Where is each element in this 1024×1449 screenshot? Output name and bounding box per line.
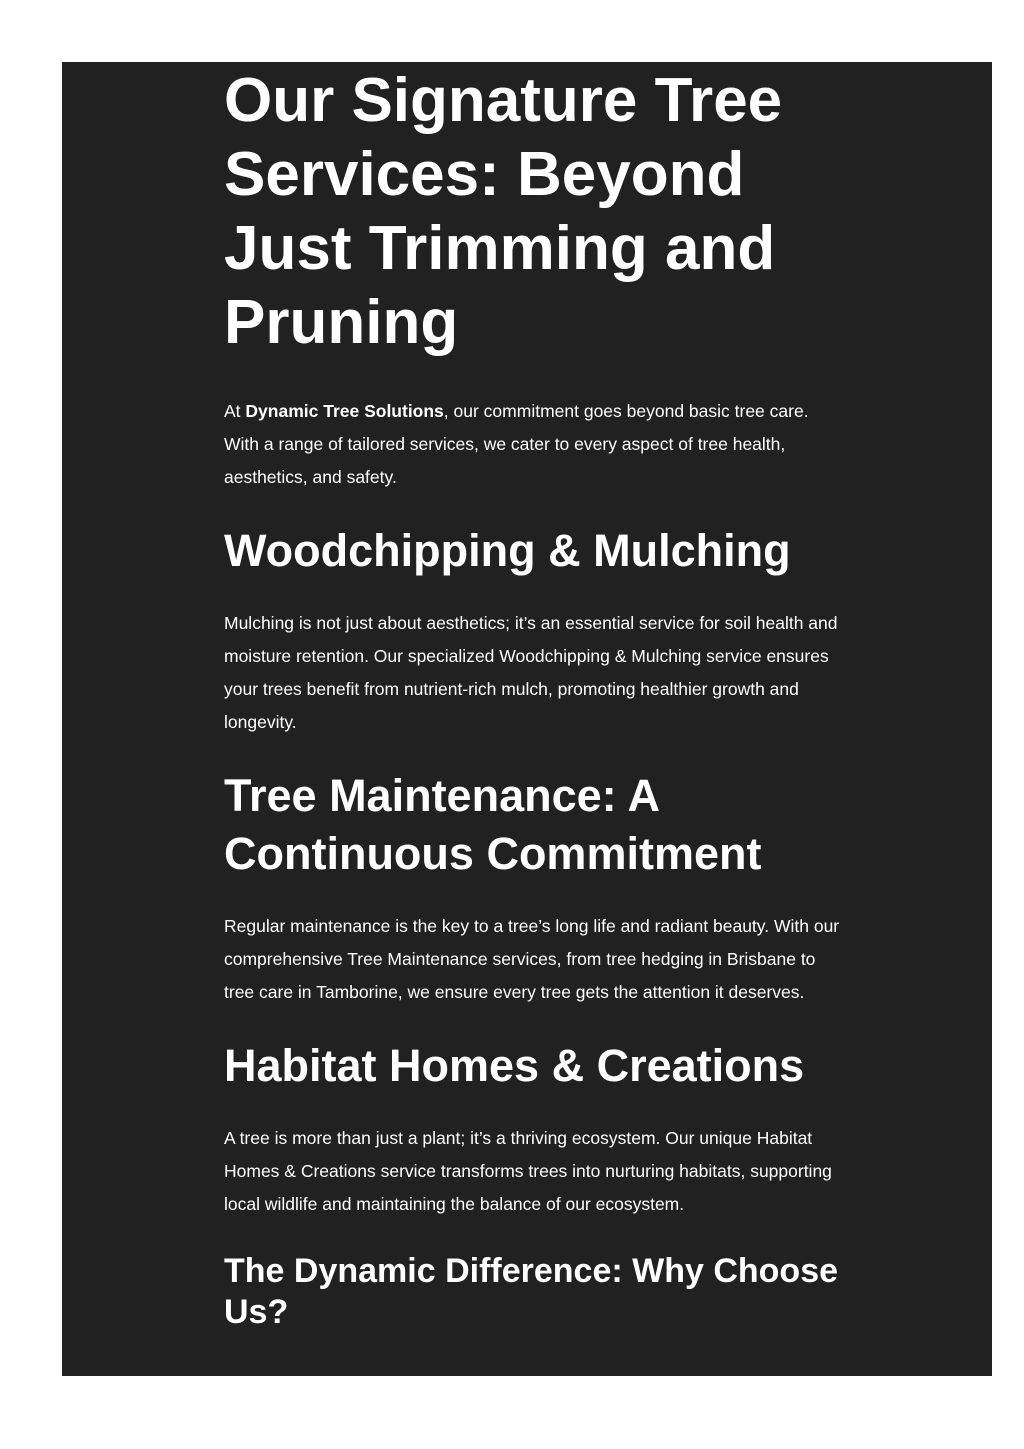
section-body-habitat: A tree is more than just a plant; it’s a thriving ecosystem. Our unique Habitat Homes & Creations service transforms trees into nurturing habitats, supporting local wildlife and maintaining the balance of our ecosystem. (224, 1128, 832, 1214)
intro-prefix: At (224, 401, 246, 421)
section-heading-maintenance: Tree Maintenance: A Continuous Commitment (224, 770, 762, 879)
brand-name: Dynamic Tree Solutions (245, 401, 444, 421)
intro-suffix: , our commitment goes beyond basic tree care. With a range of tailored services, we cater to every aspect of tree health, aesthetics, and safety. (224, 401, 809, 487)
intro-paragraph (224, 395, 844, 494)
page-title: Our Signature Tree Services: Beyond Just Trimming and Pruning (224, 66, 783, 357)
article (224, 62, 844, 1333)
section-heading-woodchipping: Woodchipping & Mulching (224, 525, 791, 576)
content-panel (62, 62, 992, 1376)
section-body-woodchipping: Mulching is not just about aesthetics; it’s an essential service for soil health and moisture retention. Our specialized Woodchipping & Mulching service ensures your trees benefit from nutrient-rich mulch, promoting healthier growth and longevity. (224, 613, 838, 732)
section-heading-habitat: Habitat Homes & Creations (224, 1040, 805, 1091)
section-heading-difference: The Dynamic Difference: Why Choose Us? (224, 1252, 839, 1331)
section-body-maintenance: Regular maintenance is the key to a tree’s long life and radiant beauty. With our comprehensive Tree Maintenance services, from tree hedging in Brisbane to tree care in Tamborine, we ensure every tree gets the attention it deserves. (224, 916, 840, 1002)
